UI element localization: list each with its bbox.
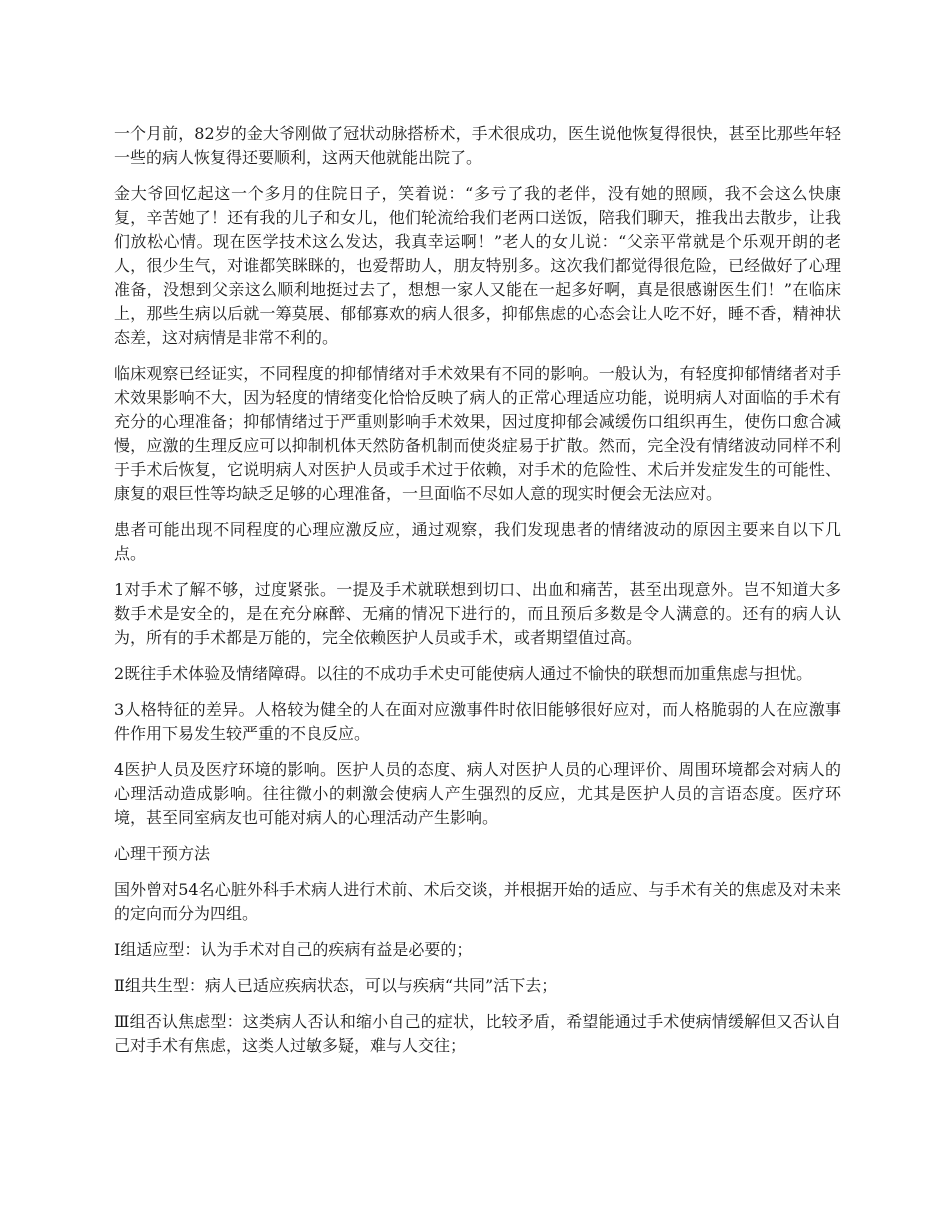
paragraph-cause-2: 2既往手术体验及情绪障碍。以往的不成功手术史可能使病人通过不愉快的联想而加重焦虑与担忧。 bbox=[114, 664, 813, 683]
paragraph-intro: 一个月前，82岁的金大爷刚做了冠状动脉搭桥术，手术很成功，医生说他恢复得很快，甚至比那些年轻一些的病人恢复得还要顺利，这两天他就能出院了。 bbox=[114, 124, 841, 167]
paragraph-cause-3: 3人格特征的差异。人格较为健全的人在面对应激事件时依旧能够很好应对，而人格脆弱的人在应激事件作用下易发生较严重的不良反应。 bbox=[114, 700, 841, 743]
paragraph-group-3: Ⅲ组否认焦虑型：这类病人否认和缩小自己的症状，比较矛盾，希望能通过手术使病情缓解但又否认自己对手术有焦虑，这类人过敏多疑，难与人交往； bbox=[114, 1012, 841, 1055]
paragraph-study: 国外曾对54名心脏外科手术病人进行术前、术后交谈，并根据开始的适应、与手术有关的焦虑及对未来的定向而分为四组。 bbox=[114, 880, 841, 923]
section-heading-intervention: 心理干预方法 bbox=[114, 844, 211, 863]
paragraph-patient-story: 金大爷回忆起这一个多月的住院日子，笑着说：“多亏了我的老伴，没有她的照顾，我不会这么快康复，辛苦她了！还有我的儿子和女儿，他们轮流给我们老两口送饭，陪我们聊天，推我出去散步，让我们放松心情。现在医学技术这么发达，我真幸运啊！”老人的女儿说：“父亲平常就是个乐观开朗的老人，很少生气，对谁都笑眯眯的，也爱帮助人，朋友特别多。这次我们都觉得很危险，已经做好了心理准备，没想到父亲这么顺利地挺过去了，想想一家人又能在一起多好啊，真是很感谢医生们！”在临床上，那些生病以后就一筹莫展、郁郁寡欢的病人很多，抑郁焦虑的心态会让人吃不好，睡不香，精神状态差，这对病情是非常不利的。 bbox=[114, 184, 841, 347]
paragraph-clinical-observation: 临床观察已经证实，不同程度的抑郁情绪对手术效果有不同的影响。一般认为，有轻度抑郁情绪者对手术效果影响不大，因为轻度的情绪变化恰恰反映了病人的正常心理适应功能，说明病人对面临的手术有充分的心理准备；抑郁情绪过于严重则影响手术效果，因过度抑郁会减缓伤口组织再生，使伤口愈合减慢，应激的生理反应可以抑制机体天然防备机制而使炎症易于扩散。然而，完全没有情绪波动同样不利于手术后恢复，它说明病人对医护人员或手术过于依赖，对手术的危险性、术后并发症发生的可能性、康复的艰巨性等均缺乏足够的心理准备，一旦面临不尽如人意的现实时便会无法应对。 bbox=[114, 364, 841, 503]
paragraph-causes-intro: 患者可能出现不同程度的心理应激反应，通过观察，我们发现患者的情绪波动的原因主要来自以下几点。 bbox=[114, 520, 841, 563]
paragraph-group-2: Ⅱ组共生型：病人已适应疾病状态，可以与疾病“共同”活下去； bbox=[114, 976, 558, 995]
paragraph-cause-1: 1对手术了解不够，过度紧张。一提及手术就联想到切口、出血和痛苦，甚至出现意外。岂不知道大多数手术是安全的，是在充分麻醉、无痛的情况下进行的，而且预后多数是令人满意的。还有的病人认为，所有的手术都是万能的，完全依赖医护人员或手术，或者期望值过高。 bbox=[114, 580, 841, 647]
paragraph-cause-4: 4医护人员及医疗环境的影响。医护人员的态度、病人对医护人员的心理评价、周围环境都会对病人的心理活动造成影响。往往微小的刺激会使病人产生强烈的反应，尤其是医护人员的言语态度。医疗环境，甚至同室病友也可能对病人的心理活动产生影响。 bbox=[114, 760, 841, 827]
paragraph-group-1: Ⅰ组适应型：认为手术对自己的疾病有益是必要的； bbox=[114, 940, 473, 959]
document-page bbox=[114, 122, 841, 1070]
